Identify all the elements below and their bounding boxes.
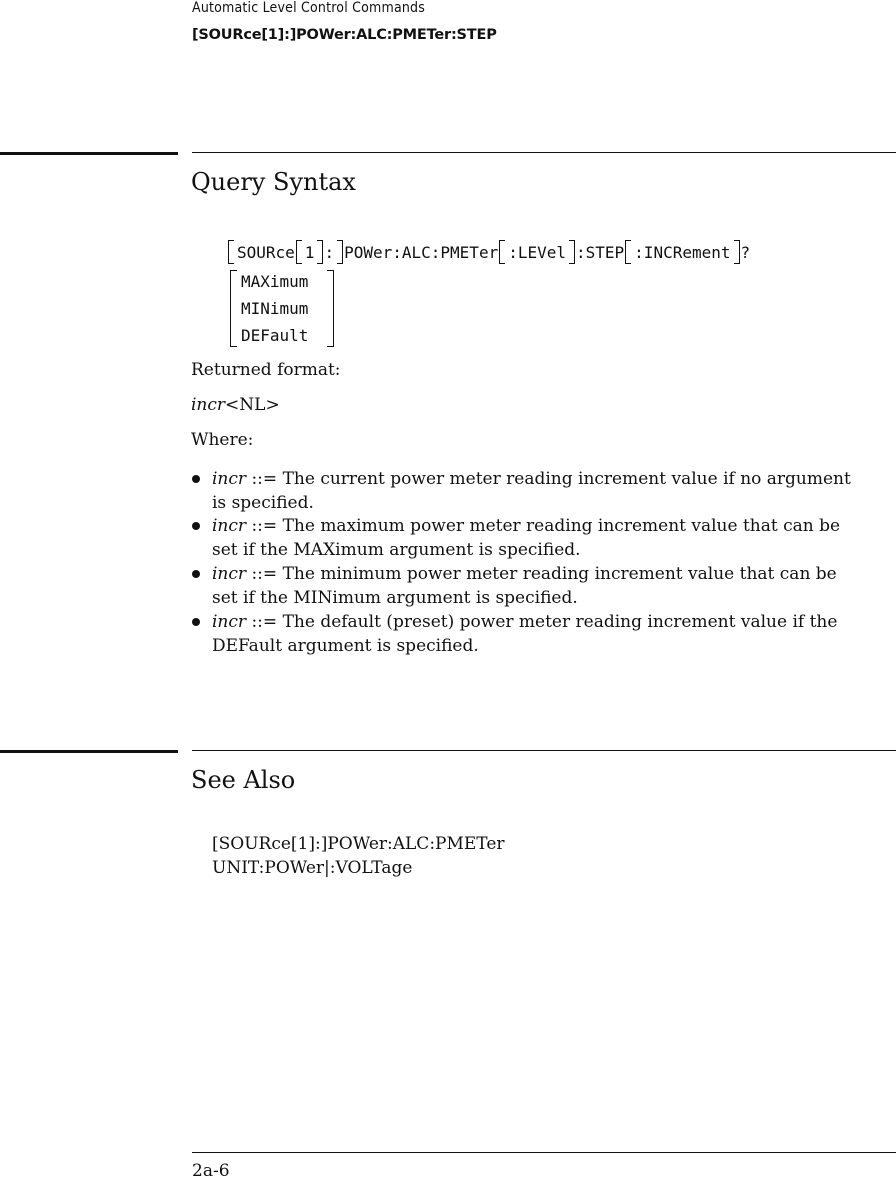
syntax-token: 1 xyxy=(304,242,315,262)
syntax-token: :STEP xyxy=(576,242,625,262)
section-rule-thin xyxy=(192,750,896,751)
option-default: DEFault xyxy=(241,326,309,345)
bullet-line1: The minimum power meter reading increment value that can be xyxy=(282,564,837,584)
bullet-line1: The maximum power meter reading increment value that can be xyxy=(282,516,841,536)
options-bracket-close xyxy=(327,270,334,347)
page-number: 2a-6 xyxy=(192,1161,230,1181)
bracket-open xyxy=(625,240,631,264)
list-item xyxy=(192,610,892,658)
section-rule-thick xyxy=(0,750,178,753)
running-header-section: Automatic Level Control Commands xyxy=(192,0,426,16)
bullet-line2: is specified. xyxy=(212,493,314,513)
running-header-command: [SOURce[1]:]POWer:ALC:PMETer:STEP xyxy=(192,27,497,43)
option-maximum: MAXimum xyxy=(241,272,309,291)
bracket-close xyxy=(734,240,740,264)
bullet-line1: The current power meter reading increment value if no argument xyxy=(282,469,851,489)
bullet-def: ::= xyxy=(246,469,283,489)
bracket-close xyxy=(569,240,575,264)
bracket-close xyxy=(317,240,323,264)
bracket-open xyxy=(228,240,234,264)
bullet-line1: The default (preset) power meter reading increment value if the xyxy=(282,612,838,632)
syntax-token: ? xyxy=(740,242,751,262)
bullet-var: incr xyxy=(212,516,247,536)
syntax-token: :INCRement xyxy=(634,242,731,262)
returned-format-label: Returned format: xyxy=(191,360,341,380)
bullet-icon xyxy=(192,570,200,578)
bullet-line2: DEFault argument is specified. xyxy=(212,636,479,656)
see-also-heading: See Also xyxy=(191,766,296,794)
bracket-open xyxy=(499,240,505,264)
bullet-var: incr xyxy=(212,564,247,584)
query-syntax-heading: Query Syntax xyxy=(191,168,356,196)
syntax-token: POWer:ALC:PMETer xyxy=(344,242,499,262)
section-rule-thick xyxy=(0,152,178,155)
returned-format-value xyxy=(191,395,280,415)
bullet-var: incr xyxy=(212,469,247,489)
see-also-link[interactable]: [SOURce[1]:]POWer:ALC:PMETer xyxy=(212,834,505,854)
syntax-options xyxy=(230,270,334,347)
syntax-token: SOURce xyxy=(237,242,295,262)
see-also-link[interactable]: UNIT:POWer|:VOLTage xyxy=(212,858,413,878)
list-item xyxy=(192,514,892,562)
list-item xyxy=(192,562,892,610)
bullet-icon xyxy=(192,522,200,530)
footer-rule xyxy=(192,1152,896,1153)
bullet-def: ::= xyxy=(246,564,283,584)
bullet-icon xyxy=(192,618,200,626)
bullet-def: ::= xyxy=(246,516,283,536)
syntax-token: : xyxy=(324,242,335,262)
bullet-line2: set if the MINimum argument is specified. xyxy=(212,588,578,608)
syntax-token: :LEVel xyxy=(508,242,566,262)
section-rule-thin xyxy=(192,152,896,153)
where-label: Where: xyxy=(191,430,254,450)
bracket-open xyxy=(296,240,302,264)
syntax-line xyxy=(227,236,750,268)
returned-rest: <NL> xyxy=(225,395,280,415)
option-minimum: MINimum xyxy=(241,299,309,318)
bullet-def: ::= xyxy=(246,612,283,632)
options-bracket-open xyxy=(230,270,237,347)
bracket-close xyxy=(337,240,343,264)
bullet-line2: set if the MAXimum argument is specified. xyxy=(212,540,581,560)
list-item xyxy=(192,467,892,515)
bullet-icon xyxy=(192,475,200,483)
bullet-var: incr xyxy=(212,612,247,632)
returned-var: incr xyxy=(191,395,226,415)
